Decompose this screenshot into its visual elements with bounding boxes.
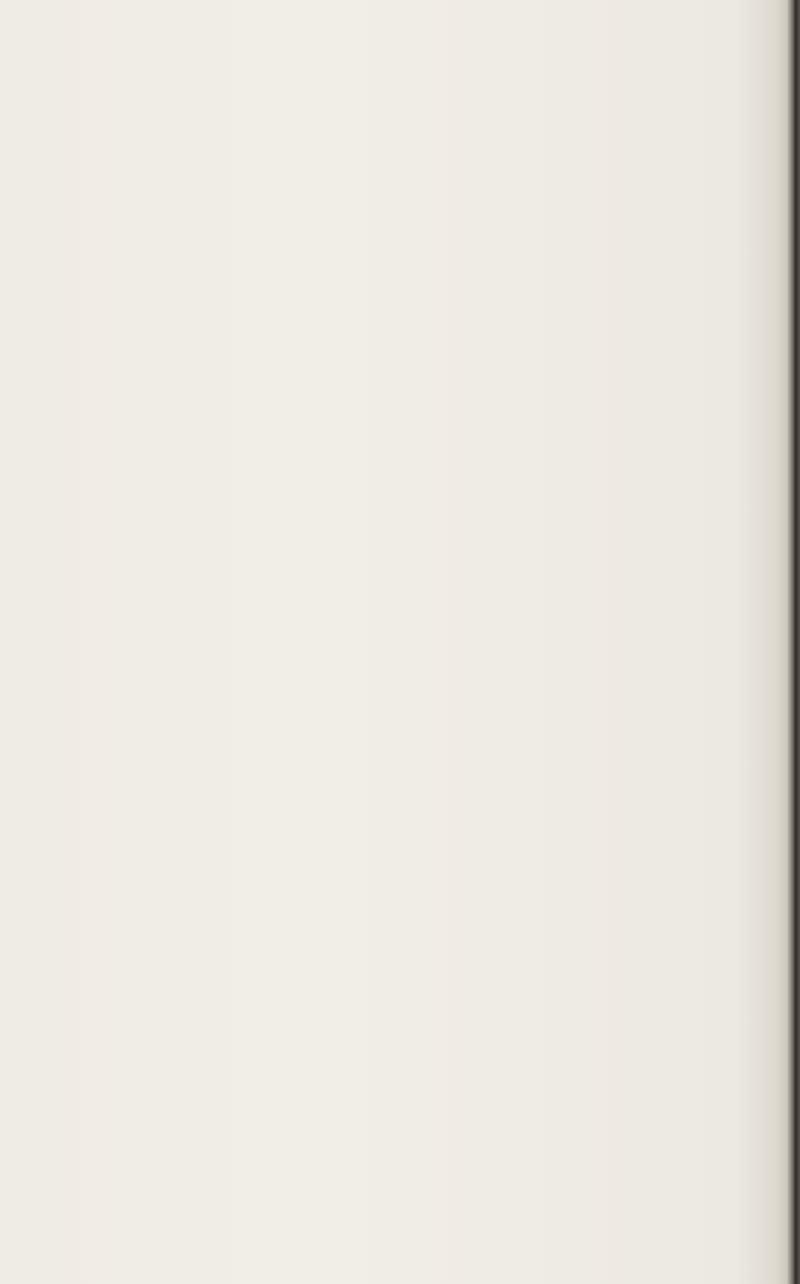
header-mercury <box>415 100 447 228</box>
header-pulse <box>148 88 180 198</box>
table-row <box>0 968 800 990</box>
header-drops <box>506 92 554 242</box>
table-row <box>0 727 800 749</box>
table-row <box>0 880 800 902</box>
table-row <box>0 1023 800 1045</box>
book-edge-shadow <box>786 0 800 1284</box>
